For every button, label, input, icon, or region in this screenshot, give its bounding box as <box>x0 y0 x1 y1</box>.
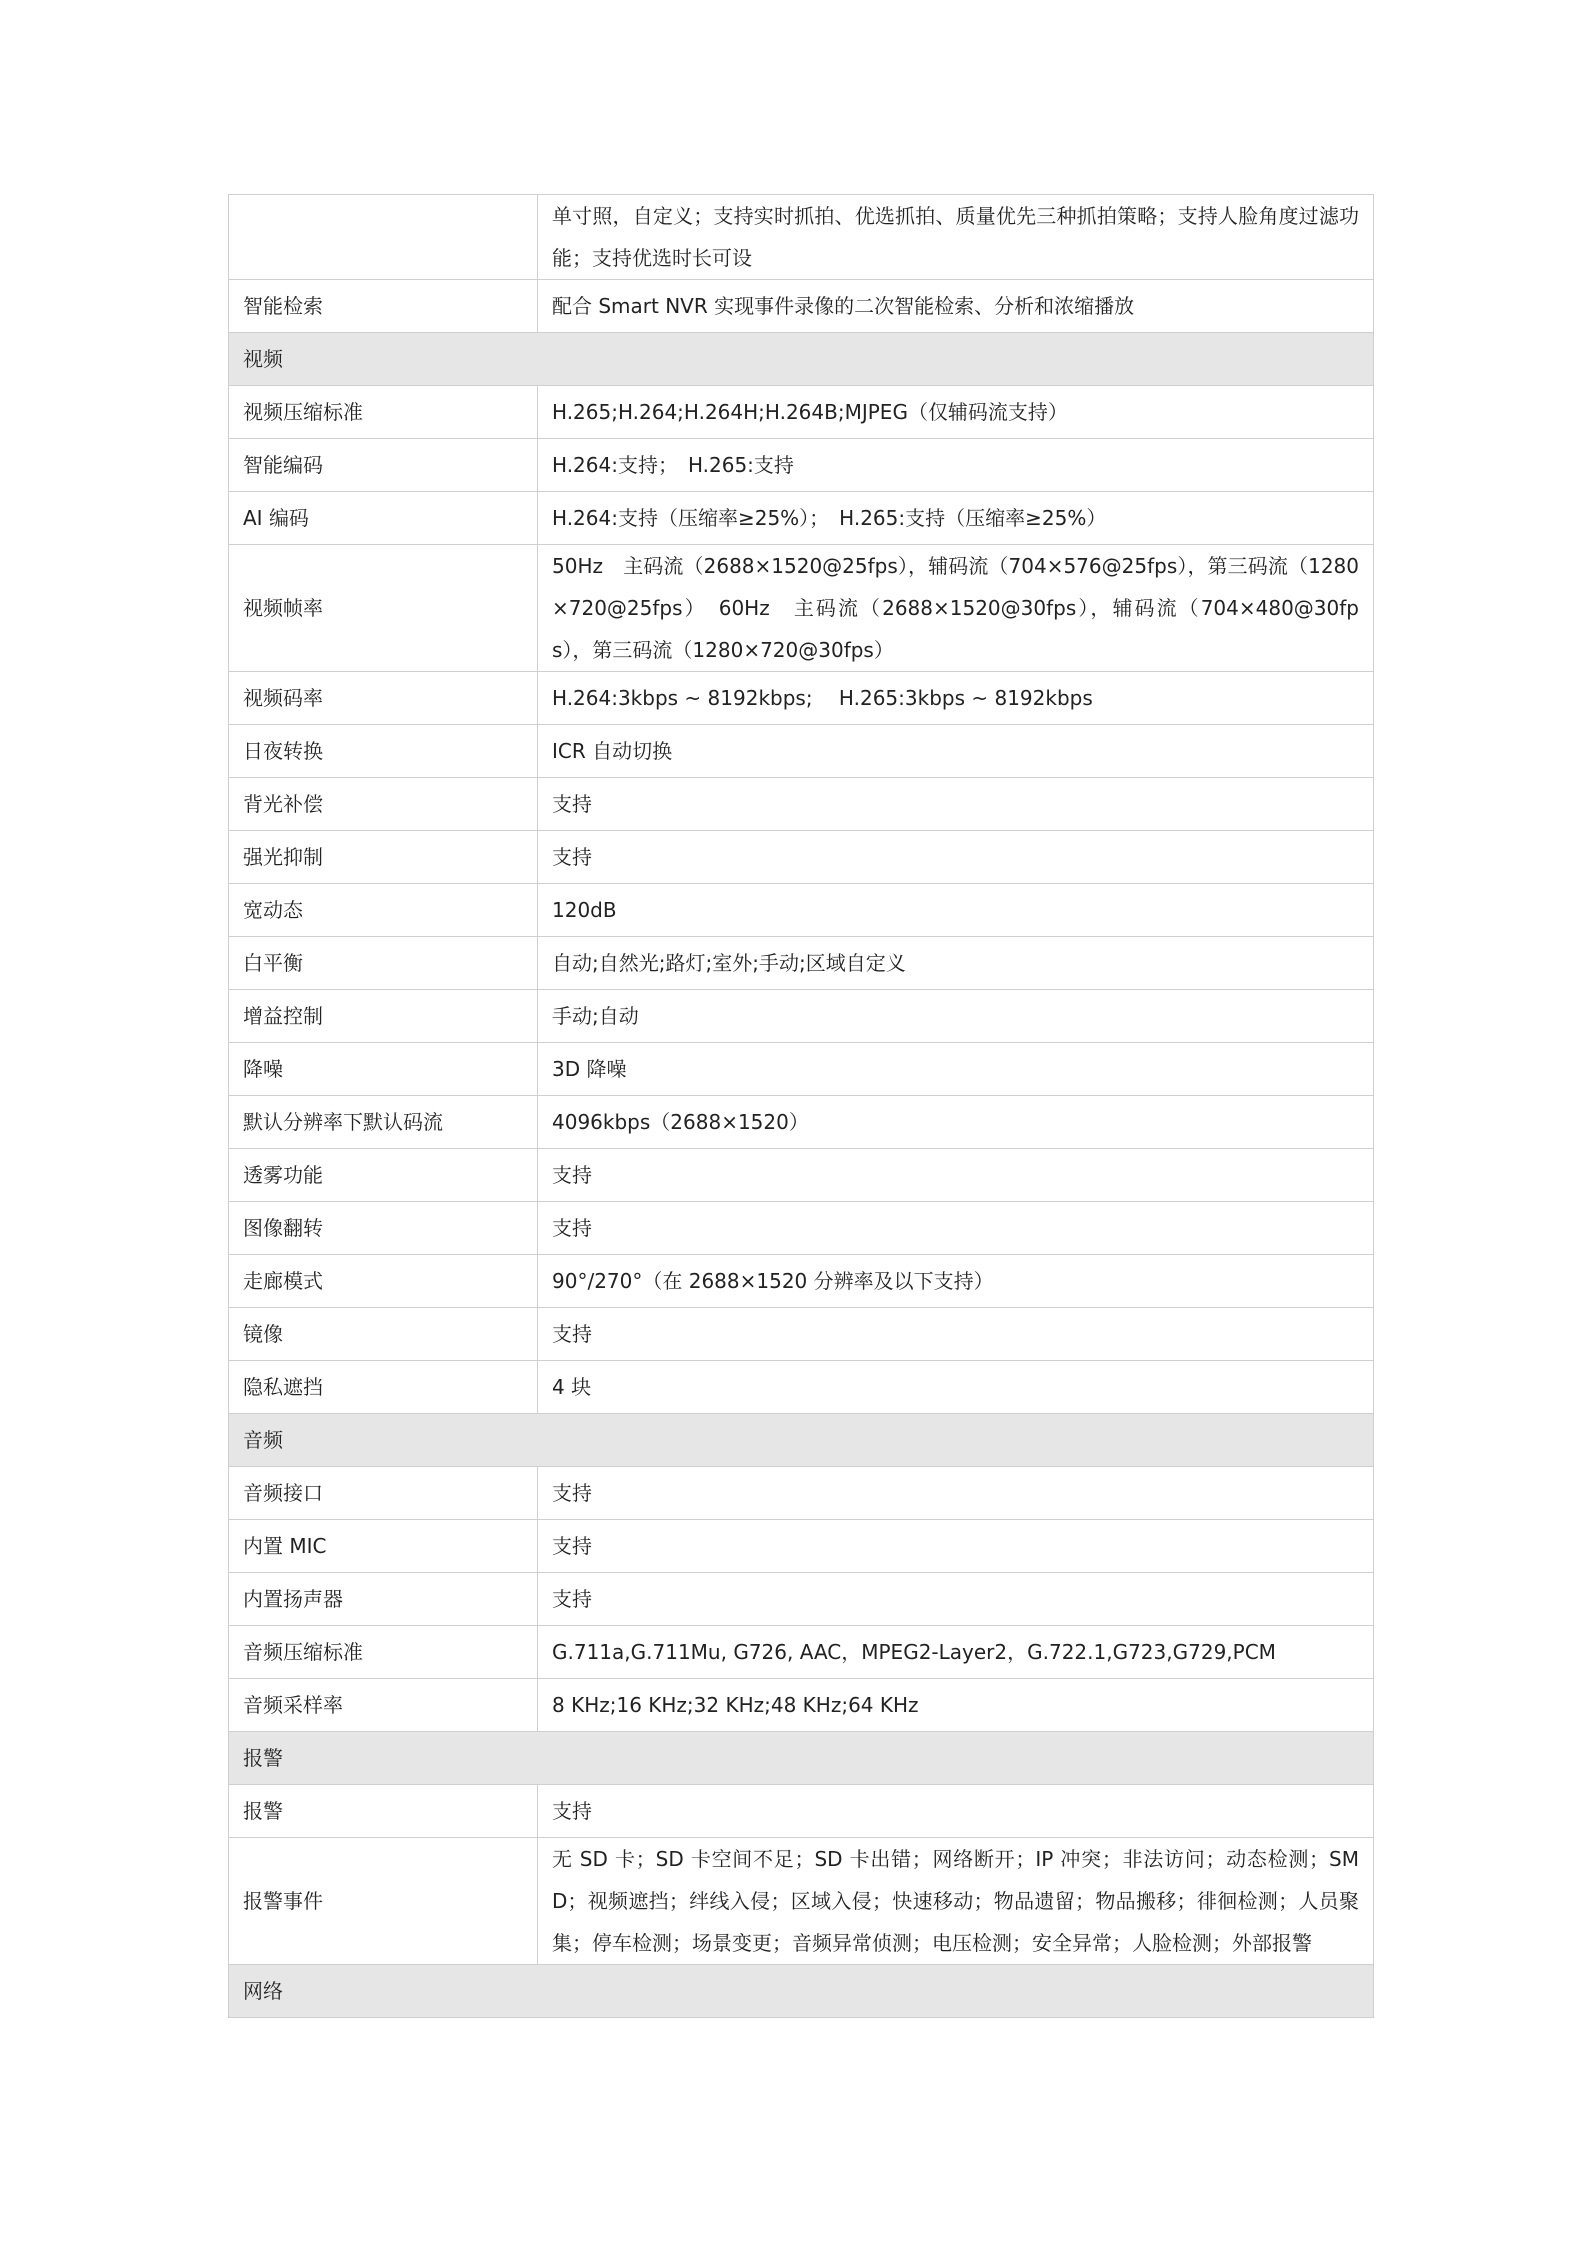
spec-label: 音频接口 <box>229 1467 538 1520</box>
spec-row <box>229 195 1374 280</box>
spec-row <box>229 1308 1374 1361</box>
spec-value: 50Hz 主码流（2688×1520@25fps），辅码流（704×576@25fps），第三码流（1280×720@25fps） 60Hz 主码流（2688×1520@30fps），辅码流（704×480@30fps），第三码流（1280×720@30fps） <box>538 545 1374 672</box>
spec-label: 宽动态 <box>229 884 538 937</box>
spec-value: H.264:3kbps ~ 8192kbps; H.265:3kbps ~ 8192kbps <box>538 672 1374 725</box>
spec-value: 4096kbps（2688×1520） <box>538 1096 1374 1149</box>
spec-row <box>229 831 1374 884</box>
spec-value: 支持 <box>538 1573 1374 1626</box>
spec-label: 报警事件 <box>229 1838 538 1965</box>
section-header: 网络 <box>229 1965 1374 2018</box>
spec-row <box>229 1838 1374 1965</box>
spec-row <box>229 1202 1374 1255</box>
spec-row <box>229 1679 1374 1732</box>
section-header-row <box>229 333 1374 386</box>
spec-value: H.264:支持； H.265:支持 <box>538 439 1374 492</box>
spec-row <box>229 1361 1374 1414</box>
spec-label: 内置扬声器 <box>229 1573 538 1626</box>
spec-row <box>229 492 1374 545</box>
section-header: 报警 <box>229 1732 1374 1785</box>
spec-label: 视频帧率 <box>229 545 538 672</box>
spec-row <box>229 386 1374 439</box>
spec-label: 透雾功能 <box>229 1149 538 1202</box>
spec-label: 智能编码 <box>229 439 538 492</box>
spec-value: 自动;自然光;路灯;室外;手动;区域自定义 <box>538 937 1374 990</box>
section-header-row <box>229 1965 1374 2018</box>
spec-label: 图像翻转 <box>229 1202 538 1255</box>
spec-row <box>229 990 1374 1043</box>
spec-row <box>229 937 1374 990</box>
spec-value: H.265;H.264;H.264H;H.264B;MJPEG（仅辅码流支持） <box>538 386 1374 439</box>
spec-label: 音频采样率 <box>229 1679 538 1732</box>
spec-row <box>229 1255 1374 1308</box>
spec-value: 支持 <box>538 1785 1374 1838</box>
spec-value: 支持 <box>538 1467 1374 1520</box>
spec-label: 强光抑制 <box>229 831 538 884</box>
spec-row <box>229 1626 1374 1679</box>
section-header-row <box>229 1732 1374 1785</box>
section-header: 音频 <box>229 1414 1374 1467</box>
spec-table-body <box>229 195 1374 2018</box>
spec-row <box>229 1785 1374 1838</box>
spec-label: 智能检索 <box>229 280 538 333</box>
spec-value: 4 块 <box>538 1361 1374 1414</box>
spec-label: 报警 <box>229 1785 538 1838</box>
spec-label: 视频码率 <box>229 672 538 725</box>
spec-row <box>229 725 1374 778</box>
spec-row <box>229 672 1374 725</box>
spec-label: 镜像 <box>229 1308 538 1361</box>
spec-value: 支持 <box>538 1520 1374 1573</box>
spec-label: 走廊模式 <box>229 1255 538 1308</box>
spec-row <box>229 1520 1374 1573</box>
spec-value: 手动;自动 <box>538 990 1374 1043</box>
spec-value: 配合 Smart NVR 实现事件录像的二次智能检索、分析和浓缩播放 <box>538 280 1374 333</box>
spec-label: 增益控制 <box>229 990 538 1043</box>
spec-label: 日夜转换 <box>229 725 538 778</box>
spec-value: 支持 <box>538 1308 1374 1361</box>
spec-label: 降噪 <box>229 1043 538 1096</box>
spec-value: 120dB <box>538 884 1374 937</box>
spec-row <box>229 1467 1374 1520</box>
spec-value: 支持 <box>538 1202 1374 1255</box>
spec-value: 支持 <box>538 831 1374 884</box>
spec-table <box>228 194 1374 2018</box>
spec-value: 8 KHz;16 KHz;32 KHz;48 KHz;64 KHz <box>538 1679 1374 1732</box>
spec-row <box>229 1573 1374 1626</box>
spec-row <box>229 1096 1374 1149</box>
spec-label: 内置 MIC <box>229 1520 538 1573</box>
section-header: 视频 <box>229 333 1374 386</box>
spec-row <box>229 1043 1374 1096</box>
spec-label <box>229 195 538 280</box>
spec-value: 无 SD 卡；SD 卡空间不足；SD 卡出错；网络断开；IP 冲突；非法访问；动态检测；SMD；视频遮挡；绊线入侵；区域入侵；快速移动；物品遗留；物品搬移；徘徊检测；人员聚集；停车检测；场景变更；音频异常侦测；电压检测；安全异常；人脸检测；外部报警 <box>538 1838 1374 1965</box>
spec-label: 默认分辨率下默认码流 <box>229 1096 538 1149</box>
spec-row <box>229 1149 1374 1202</box>
spec-value: ICR 自动切换 <box>538 725 1374 778</box>
spec-value: 支持 <box>538 778 1374 831</box>
spec-label: 视频压缩标准 <box>229 386 538 439</box>
spec-value: 3D 降噪 <box>538 1043 1374 1096</box>
spec-value: 90°/270°（在 2688×1520 分辨率及以下支持） <box>538 1255 1374 1308</box>
spec-label: 隐私遮挡 <box>229 1361 538 1414</box>
spec-row <box>229 280 1374 333</box>
spec-label: 背光补偿 <box>229 778 538 831</box>
spec-value: 支持 <box>538 1149 1374 1202</box>
spec-row <box>229 439 1374 492</box>
spec-value: 单寸照，自定义；支持实时抓拍、优选抓拍、质量优先三种抓拍策略；支持人脸角度过滤功能；支持优选时长可设 <box>538 195 1374 280</box>
spec-label: AI 编码 <box>229 492 538 545</box>
spec-label: 白平衡 <box>229 937 538 990</box>
spec-value: H.264:支持（压缩率≥25%）； H.265:支持（压缩率≥25%） <box>538 492 1374 545</box>
spec-label: 音频压缩标准 <box>229 1626 538 1679</box>
spec-row <box>229 545 1374 672</box>
spec-row <box>229 884 1374 937</box>
spec-row <box>229 778 1374 831</box>
section-header-row <box>229 1414 1374 1467</box>
spec-value: G.711a,G.711Mu, G726, AAC，MPEG2-Layer2，G.722.1,G723,G729,PCM <box>538 1626 1374 1679</box>
